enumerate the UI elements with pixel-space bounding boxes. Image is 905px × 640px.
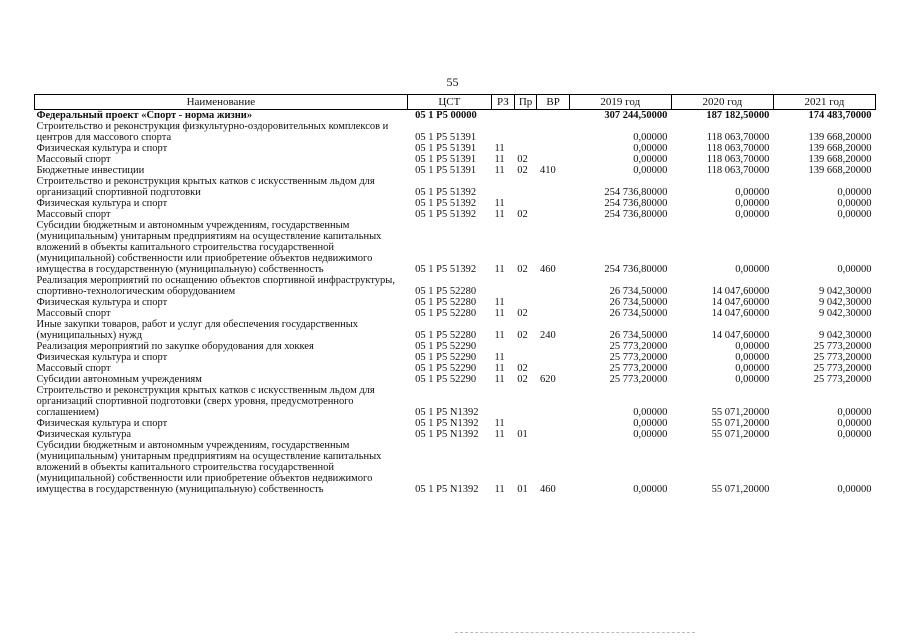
cell-cst: 05 1 P5 N1392 xyxy=(415,407,479,418)
cell-rz: 11 xyxy=(494,143,505,154)
cell-vr xyxy=(537,363,569,374)
cell-cst: 05 1 P5 51391 xyxy=(415,165,477,176)
table-row xyxy=(35,154,876,165)
cell-cst: 05 1 P5 52290 xyxy=(415,363,477,374)
table-row xyxy=(35,385,876,418)
cell-cst: 05 1 P5 52280 xyxy=(415,297,477,308)
cell-2021: 9 042,30000 xyxy=(819,308,872,319)
cell-2020: 118 063,70000 xyxy=(706,132,770,143)
table-row xyxy=(35,176,876,198)
table-row xyxy=(35,143,876,154)
cell-2021: 0,00000 xyxy=(837,264,872,275)
cell-name: Федеральный проект «Спорт - норма жизни» xyxy=(36,110,253,121)
table-row xyxy=(35,429,876,440)
cell-2021: 0,00000 xyxy=(837,209,872,220)
cell-2019: 25 773,20000 xyxy=(609,341,668,352)
cell-cst: 05 1 P5 52290 xyxy=(415,374,477,385)
cell-rz: 11 xyxy=(494,330,505,341)
cell-cst: 05 1 P5 52290 xyxy=(415,341,477,352)
cell-pr: 02 xyxy=(517,165,528,176)
cell-cst: 05 1 P5 51391 xyxy=(415,154,477,165)
cell-vr xyxy=(537,110,569,122)
cell-pr: 02 xyxy=(517,330,528,341)
cell-pr xyxy=(514,297,537,308)
cell-cst: 05 1 P5 N1392 xyxy=(415,484,479,495)
cell-name: Физическая культура и спорт xyxy=(36,143,168,154)
cell-2021: 25 773,20000 xyxy=(813,374,872,385)
table-row xyxy=(35,121,876,143)
cell-2019: 254 736,80000 xyxy=(604,187,668,198)
cell-name: Массовый спорт xyxy=(36,154,111,165)
cell-2020: 0,00000 xyxy=(735,363,770,374)
cell-vr xyxy=(537,297,569,308)
cell-2021: 174 483,70000 xyxy=(808,110,872,121)
cell-vr: 240 xyxy=(539,330,556,341)
cell-cst: 05 1 P5 51392 xyxy=(415,209,477,220)
cell-pr: 02 xyxy=(517,308,528,319)
cell-pr xyxy=(514,143,537,154)
cell-vr xyxy=(537,209,569,220)
cell-name: Бюджетные инвестиции xyxy=(36,165,145,176)
table-row xyxy=(35,374,876,385)
cell-2021: 139 668,20000 xyxy=(808,154,872,165)
cell-2020: 0,00000 xyxy=(735,198,770,209)
cell-2019: 254 736,80000 xyxy=(604,198,668,209)
scan-artifact xyxy=(455,632,695,635)
cell-pr xyxy=(514,110,537,122)
cell-cst: 05 1 P5 N1392 xyxy=(415,429,479,440)
cell-rz: 11 xyxy=(494,297,505,308)
header-pr: Пр xyxy=(514,95,537,110)
cell-name: Субсидии бюджетным и автономным учреждениям, государственным (муниципальным) унитарным предприятиям на осуществление капитальных вложений в объекты капитального строительства государственной (муниципальной) собственности или приобретение объектов недвижимого имущества в государственную (муниципальную) собственность xyxy=(36,220,382,275)
cell-2021: 25 773,20000 xyxy=(813,341,872,352)
cell-2020: 0,00000 xyxy=(735,264,770,275)
cell-vr xyxy=(537,198,569,209)
cell-vr xyxy=(537,385,569,418)
cell-2019: 26 734,50000 xyxy=(609,286,668,297)
cell-2021: 0,00000 xyxy=(837,429,872,440)
cell-2019: 0,00000 xyxy=(633,418,668,429)
header-name: Наименование xyxy=(35,95,408,110)
cell-2021: 25 773,20000 xyxy=(813,352,872,363)
cell-rz: 11 xyxy=(494,429,505,440)
cell-rz: 11 xyxy=(494,165,505,176)
cell-vr: 410 xyxy=(539,165,556,176)
cell-cst: 05 1 P5 N1392 xyxy=(415,418,479,429)
cell-vr: 460 xyxy=(539,484,556,495)
cell-rz: 11 xyxy=(494,154,505,165)
cell-2020: 14 047,60000 xyxy=(711,308,770,319)
cell-cst: 05 1 P5 52280 xyxy=(415,308,477,319)
cell-rz xyxy=(492,110,515,122)
cell-pr xyxy=(514,341,537,352)
cell-vr xyxy=(537,121,569,143)
cell-pr: 02 xyxy=(517,374,528,385)
cell-2020: 0,00000 xyxy=(735,374,770,385)
cell-2021: 0,00000 xyxy=(837,418,872,429)
cell-name: Строительство и реконструкция физкультурно-оздоровительных комплексов и центров для массового спорта xyxy=(36,121,389,143)
cell-2021: 0,00000 xyxy=(837,484,872,495)
cell-name: Субсидии автономным учреждениям xyxy=(36,374,202,385)
cell-2019: 0,00000 xyxy=(633,429,668,440)
cell-2019: 0,00000 xyxy=(633,143,668,154)
cell-cst: 05 1 P5 51391 xyxy=(415,143,477,154)
header-rz: РЗ xyxy=(492,95,515,110)
table-body xyxy=(35,110,876,496)
cell-2020: 14 047,60000 xyxy=(711,330,770,341)
cell-2021: 139 668,20000 xyxy=(808,132,872,143)
cell-rz: 11 xyxy=(494,209,505,220)
cell-2021: 139 668,20000 xyxy=(808,143,872,154)
table-row xyxy=(35,308,876,319)
table-row xyxy=(35,352,876,363)
cell-2019: 254 736,80000 xyxy=(604,264,668,275)
cell-name: Физическая культура и спорт xyxy=(36,297,168,308)
cell-cst: 05 1 P5 51391 xyxy=(415,132,477,143)
cell-rz: 11 xyxy=(494,264,505,275)
table-row xyxy=(35,220,876,275)
header-cst: ЦСТ xyxy=(407,95,491,110)
cell-vr xyxy=(537,429,569,440)
table-row xyxy=(35,209,876,220)
cell-2020: 55 071,20000 xyxy=(711,429,770,440)
cell-name: Реализация мероприятий по закупке оборудования для хоккея xyxy=(36,341,314,352)
cell-2019: 254 736,80000 xyxy=(604,209,668,220)
cell-2021: 9 042,30000 xyxy=(819,297,872,308)
cell-pr: 02 xyxy=(517,264,528,275)
cell-2020: 55 071,20000 xyxy=(711,484,770,495)
cell-2019: 0,00000 xyxy=(633,407,668,418)
cell-rz xyxy=(492,275,515,297)
table-row xyxy=(35,341,876,352)
cell-cst: 05 1 P5 52280 xyxy=(415,330,477,341)
cell-cst: 05 1 P5 52290 xyxy=(415,352,477,363)
cell-2019: 307 244,50000 xyxy=(604,110,668,121)
cell-pr: 02 xyxy=(517,209,528,220)
cell-pr xyxy=(514,418,537,429)
table-row xyxy=(35,297,876,308)
cell-2019: 25 773,20000 xyxy=(609,352,668,363)
header-2019: 2019 год xyxy=(569,95,671,110)
cell-2020: 187 182,50000 xyxy=(706,110,770,121)
cell-pr xyxy=(514,176,537,198)
cell-rz xyxy=(492,121,515,143)
cell-2019: 25 773,20000 xyxy=(609,363,668,374)
cell-rz xyxy=(492,385,515,418)
cell-name: Массовый спорт xyxy=(36,209,111,220)
cell-2021: 139 668,20000 xyxy=(808,165,872,176)
cell-2019: 0,00000 xyxy=(633,484,668,495)
cell-rz: 11 xyxy=(494,198,505,209)
table-row xyxy=(35,198,876,209)
cell-2019: 26 734,50000 xyxy=(609,297,668,308)
cell-name: Физическая культура и спорт xyxy=(36,352,168,363)
cell-2021: 0,00000 xyxy=(837,407,872,418)
budget-table xyxy=(34,94,876,495)
cell-cst: 05 1 P5 51392 xyxy=(415,187,477,198)
cell-2019: 26 734,50000 xyxy=(609,330,668,341)
cell-2019: 0,00000 xyxy=(633,165,668,176)
cell-2021: 9 042,30000 xyxy=(819,330,872,341)
cell-name: Массовый спорт xyxy=(36,308,111,319)
cell-pr: 02 xyxy=(517,154,528,165)
cell-vr xyxy=(537,341,569,352)
cell-2020: 14 047,60000 xyxy=(711,286,770,297)
header-2021: 2021 год xyxy=(773,95,875,110)
cell-pr xyxy=(514,385,537,418)
cell-name: Строительство и реконструкция крытых катков с искусственным льдом для организаций спортивной подготовки (сверх уровня, предусмотренного соглашением) xyxy=(36,385,375,418)
header-2020: 2020 год xyxy=(671,95,773,110)
cell-2020: 14 047,60000 xyxy=(711,297,770,308)
table-row xyxy=(35,418,876,429)
cell-2021: 25 773,20000 xyxy=(813,363,872,374)
cell-vr: 460 xyxy=(539,264,556,275)
cell-name: Физическая культура и спорт xyxy=(36,418,168,429)
cell-vr xyxy=(537,176,569,198)
table-row xyxy=(35,440,876,495)
cell-vr xyxy=(537,308,569,319)
cell-2019: 25 773,20000 xyxy=(609,374,668,385)
cell-pr xyxy=(514,275,537,297)
cell-2021: 0,00000 xyxy=(837,198,872,209)
table-row xyxy=(35,110,876,122)
cell-name: Массовый спорт xyxy=(36,363,111,374)
cell-rz: 11 xyxy=(494,484,505,495)
cell-vr xyxy=(537,352,569,363)
cell-vr: 620 xyxy=(539,374,556,385)
table-row xyxy=(35,363,876,374)
cell-pr: 01 xyxy=(517,429,528,440)
cell-2020: 118 063,70000 xyxy=(706,165,770,176)
table-row xyxy=(35,319,876,341)
cell-2019: 0,00000 xyxy=(633,132,668,143)
cell-cst: 05 1 P5 51392 xyxy=(415,198,477,209)
cell-2020: 0,00000 xyxy=(735,341,770,352)
cell-vr xyxy=(537,143,569,154)
cell-cst: 05 1 P5 51392 xyxy=(415,264,477,275)
cell-2021: 0,00000 xyxy=(837,187,872,198)
cell-vr xyxy=(537,275,569,297)
cell-2020: 0,00000 xyxy=(735,209,770,220)
cell-vr xyxy=(537,154,569,165)
header-vr: ВР xyxy=(537,95,569,110)
cell-name: Иные закупки товаров, работ и услуг для обеспечения государственных (муниципальных) нужд xyxy=(36,319,359,341)
cell-pr xyxy=(514,121,537,143)
cell-cst: 05 1 P5 00000 xyxy=(415,110,477,121)
cell-rz: 11 xyxy=(494,308,505,319)
cell-name: Реализация мероприятий по оснащению объектов спортивной инфраструктуры, спортивно-технологическим оборудованием xyxy=(36,275,395,297)
cell-rz xyxy=(492,341,515,352)
table-row xyxy=(35,275,876,297)
cell-2020: 0,00000 xyxy=(735,352,770,363)
cell-rz: 11 xyxy=(494,374,505,385)
cell-2020: 118 063,70000 xyxy=(706,143,770,154)
cell-pr: 01 xyxy=(517,484,528,495)
cell-pr: 02 xyxy=(517,363,528,374)
cell-2019: 0,00000 xyxy=(633,154,668,165)
cell-rz: 11 xyxy=(494,352,505,363)
cell-2020: 0,00000 xyxy=(735,187,770,198)
table-header-row xyxy=(35,95,876,110)
cell-pr xyxy=(514,198,537,209)
cell-2019: 26 734,50000 xyxy=(609,308,668,319)
cell-name: Физическая культура и спорт xyxy=(36,198,168,209)
cell-2020: 55 071,20000 xyxy=(711,407,770,418)
cell-2020: 55 071,20000 xyxy=(711,418,770,429)
cell-vr xyxy=(537,418,569,429)
page-number: 55 xyxy=(446,75,459,89)
cell-rz: 11 xyxy=(494,418,505,429)
cell-name: Субсидии бюджетным и автономным учреждениям, государственным (муниципальным) унитарным предприятиям на осуществление капитальных вложений в объекты капитального строительства государственной (муниципальной) собственности или приобретение объектов недвижимого имущества в государственную (муниципальную) собственность xyxy=(36,440,382,495)
cell-name: Строительство и реконструкция крытых катков с искусственным льдом для организаций спортивной подготовки xyxy=(36,176,375,198)
cell-name: Физическая культура xyxy=(36,429,132,440)
cell-rz xyxy=(492,176,515,198)
cell-rz: 11 xyxy=(494,363,505,374)
table-row xyxy=(35,165,876,176)
cell-2021: 9 042,30000 xyxy=(819,286,872,297)
cell-pr xyxy=(514,352,537,363)
cell-2020: 118 063,70000 xyxy=(706,154,770,165)
cell-cst: 05 1 P5 52280 xyxy=(415,286,477,297)
